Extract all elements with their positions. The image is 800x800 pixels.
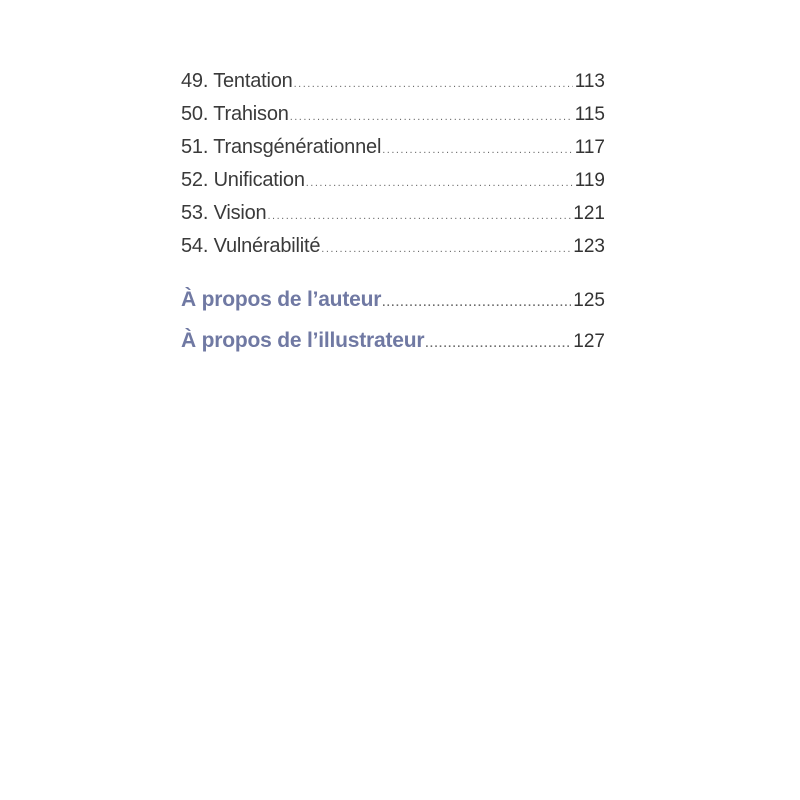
dot-leader	[290, 112, 573, 123]
toc-entry-number: 52.	[181, 169, 209, 191]
toc-entry-label: Transgénérationnel	[213, 136, 382, 158]
toc-entry-label: Vision	[213, 202, 267, 224]
toc-entry-number: 49.	[181, 70, 209, 92]
toc-entry-title	[181, 136, 381, 159]
toc-entry-title	[181, 103, 289, 126]
toc-entry-label: Trahison	[213, 103, 289, 125]
toc-entry[interactable]	[181, 103, 605, 136]
toc-back-matter-entry[interactable]	[181, 329, 605, 370]
toc-entry-page: 113	[574, 71, 605, 92]
toc-entry-page: 127	[573, 331, 605, 352]
toc-entry[interactable]	[181, 70, 605, 103]
section-spacer	[181, 268, 605, 288]
toc-entry-page: 121	[573, 203, 605, 224]
toc-entry-title	[181, 235, 320, 258]
toc-entry-label: Unification	[213, 169, 305, 191]
toc-back-matter-entry[interactable]	[181, 288, 605, 329]
dot-leader	[425, 339, 571, 350]
toc-entry[interactable]	[181, 202, 605, 235]
dot-leader	[306, 178, 573, 189]
toc-entry[interactable]	[181, 235, 605, 268]
toc-entry-page: 117	[574, 137, 605, 158]
toc-entry-label: Tentation	[213, 70, 293, 92]
toc-entry-page: 119	[574, 170, 605, 191]
toc-entry-page: 125	[573, 290, 605, 311]
toc-back-matter-title: À propos de l’auteur	[181, 288, 382, 311]
toc-entry-title	[181, 169, 305, 192]
toc-entry-label: Vulnérabilité	[213, 235, 321, 257]
toc-entry-number: 53.	[181, 202, 209, 224]
toc-entry-title	[181, 202, 266, 225]
dot-leader	[321, 244, 571, 255]
toc-entry-number: 50.	[181, 103, 209, 125]
toc-entry-number: 51.	[181, 136, 209, 158]
toc-back-matter-title: À propos de l’illustrateur	[181, 329, 425, 352]
toc-entry-page: 123	[573, 236, 605, 257]
toc-entry-page: 115	[574, 104, 605, 125]
dot-leader	[267, 211, 571, 222]
table-of-contents	[181, 70, 605, 370]
toc-entry[interactable]	[181, 169, 605, 202]
toc-entry-number: 54.	[181, 235, 209, 257]
dot-leader	[382, 298, 571, 309]
toc-entry-title	[181, 70, 293, 93]
toc-entry[interactable]	[181, 136, 605, 169]
dot-leader	[382, 145, 573, 156]
dot-leader	[294, 79, 573, 90]
